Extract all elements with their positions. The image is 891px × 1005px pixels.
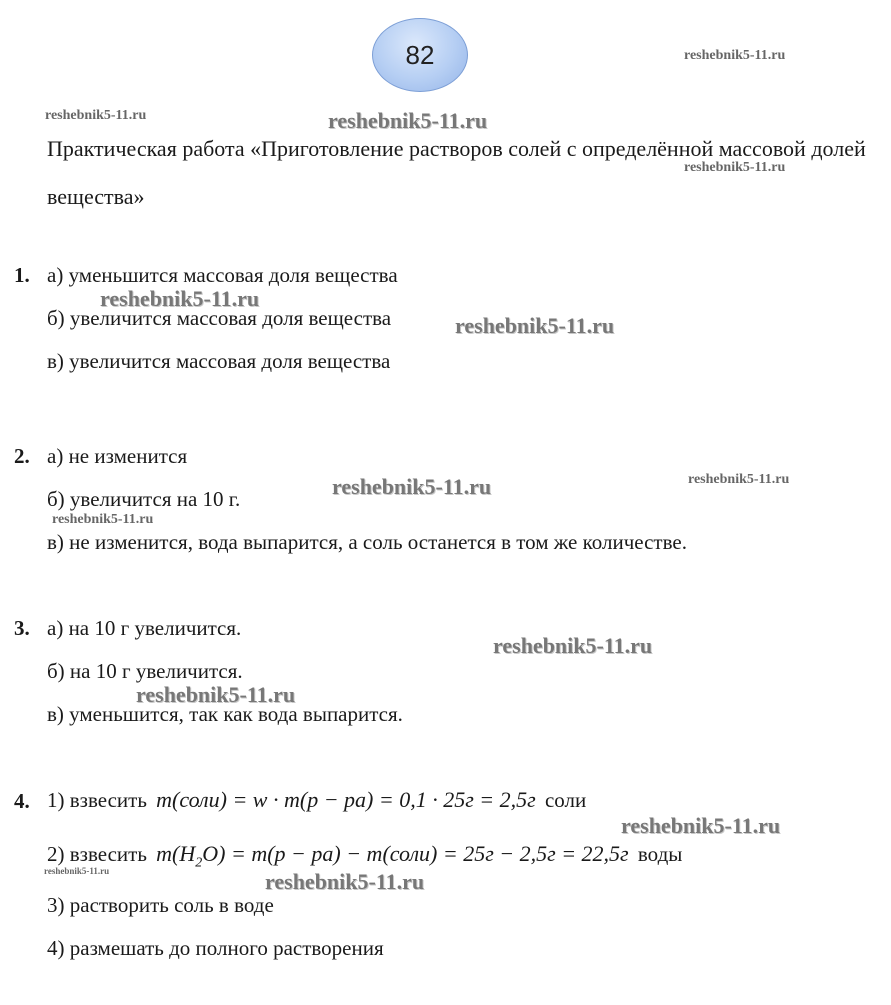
task-1-line-a: а) уменьшится массовая доля вещества	[47, 263, 398, 287]
watermark: reshebnik5-11.ru	[684, 48, 786, 63]
step-2-prefix: 2) взвесить	[47, 842, 147, 866]
step-2-formula-subscript: 2	[195, 855, 203, 871]
task-1-line-b: б) увеличится массовая доля вещества	[47, 306, 392, 330]
page-number-badge	[372, 18, 468, 92]
watermark: reshebnik5-11.ru	[493, 633, 653, 658]
step-1-prefix: 1) взвесить	[47, 788, 147, 812]
task-2-line-c: в) не изменится, вода выпарится, а соль останется в том же количестве.	[47, 530, 687, 554]
task-number-2: 2.	[14, 444, 30, 468]
watermark: reshebnik5-11.ru	[684, 160, 786, 175]
watermark: reshebnik5-11.ru	[328, 108, 488, 133]
watermark: reshebnik5-11.ru	[332, 474, 492, 499]
watermark: reshebnik5-11.ru	[136, 682, 296, 707]
step-2-formula	[152, 841, 633, 871]
watermark: reshebnik5-11.ru	[52, 512, 154, 527]
watermark: reshebnik5-11.ru	[44, 866, 110, 876]
task-4-step-1	[47, 787, 586, 813]
step-2-formula-rest: O) = m(р − ра) − m(соли) = 25г − 2,5г = 22,5г	[202, 841, 629, 866]
step-1-formula: m(соли) = w · m(р − ра) = 0,1 · 25г = 2,5г	[156, 787, 536, 812]
watermark: reshebnik5-11.ru	[45, 108, 147, 123]
task-3-line-b: б) на 10 г увеличится.	[47, 659, 243, 683]
watermark: reshebnik5-11.ru	[455, 313, 615, 338]
task-number-3: 3.	[14, 616, 30, 640]
watermark: reshebnik5-11.ru	[100, 286, 260, 311]
step-2-formula-start: m(H	[156, 841, 196, 866]
task-3-line-c: в) уменьшится, так как вода выпарится.	[47, 702, 403, 726]
task-4-step-4: 4) размешать до полного растворения	[47, 936, 384, 960]
task-4-step-3: 3) растворить соль в воде	[47, 893, 274, 917]
watermark: reshebnik5-11.ru	[688, 472, 790, 487]
task-4-step-2	[47, 841, 682, 871]
step-1-suffix: соли	[544, 788, 587, 812]
task-2-line-a: а) не изменится	[47, 444, 188, 468]
task-number-4: 4.	[14, 789, 30, 813]
task-1-line-c: в) увеличится массовая доля вещества	[47, 349, 391, 373]
watermark: reshebnik5-11.ru	[265, 869, 425, 894]
step-2-suffix: воды	[637, 842, 683, 866]
page-title: Практическая работа «Приготовление растворов солей с определённой массовой долей вещества»	[47, 136, 866, 209]
page-number: 82	[405, 39, 435, 70]
watermark: reshebnik5-11.ru	[621, 813, 781, 838]
task-3-line-a: а) на 10 г увеличится.	[47, 616, 242, 640]
task-2-line-b: б) увеличится на 10 г.	[47, 487, 241, 511]
task-number-1: 1.	[14, 263, 30, 287]
